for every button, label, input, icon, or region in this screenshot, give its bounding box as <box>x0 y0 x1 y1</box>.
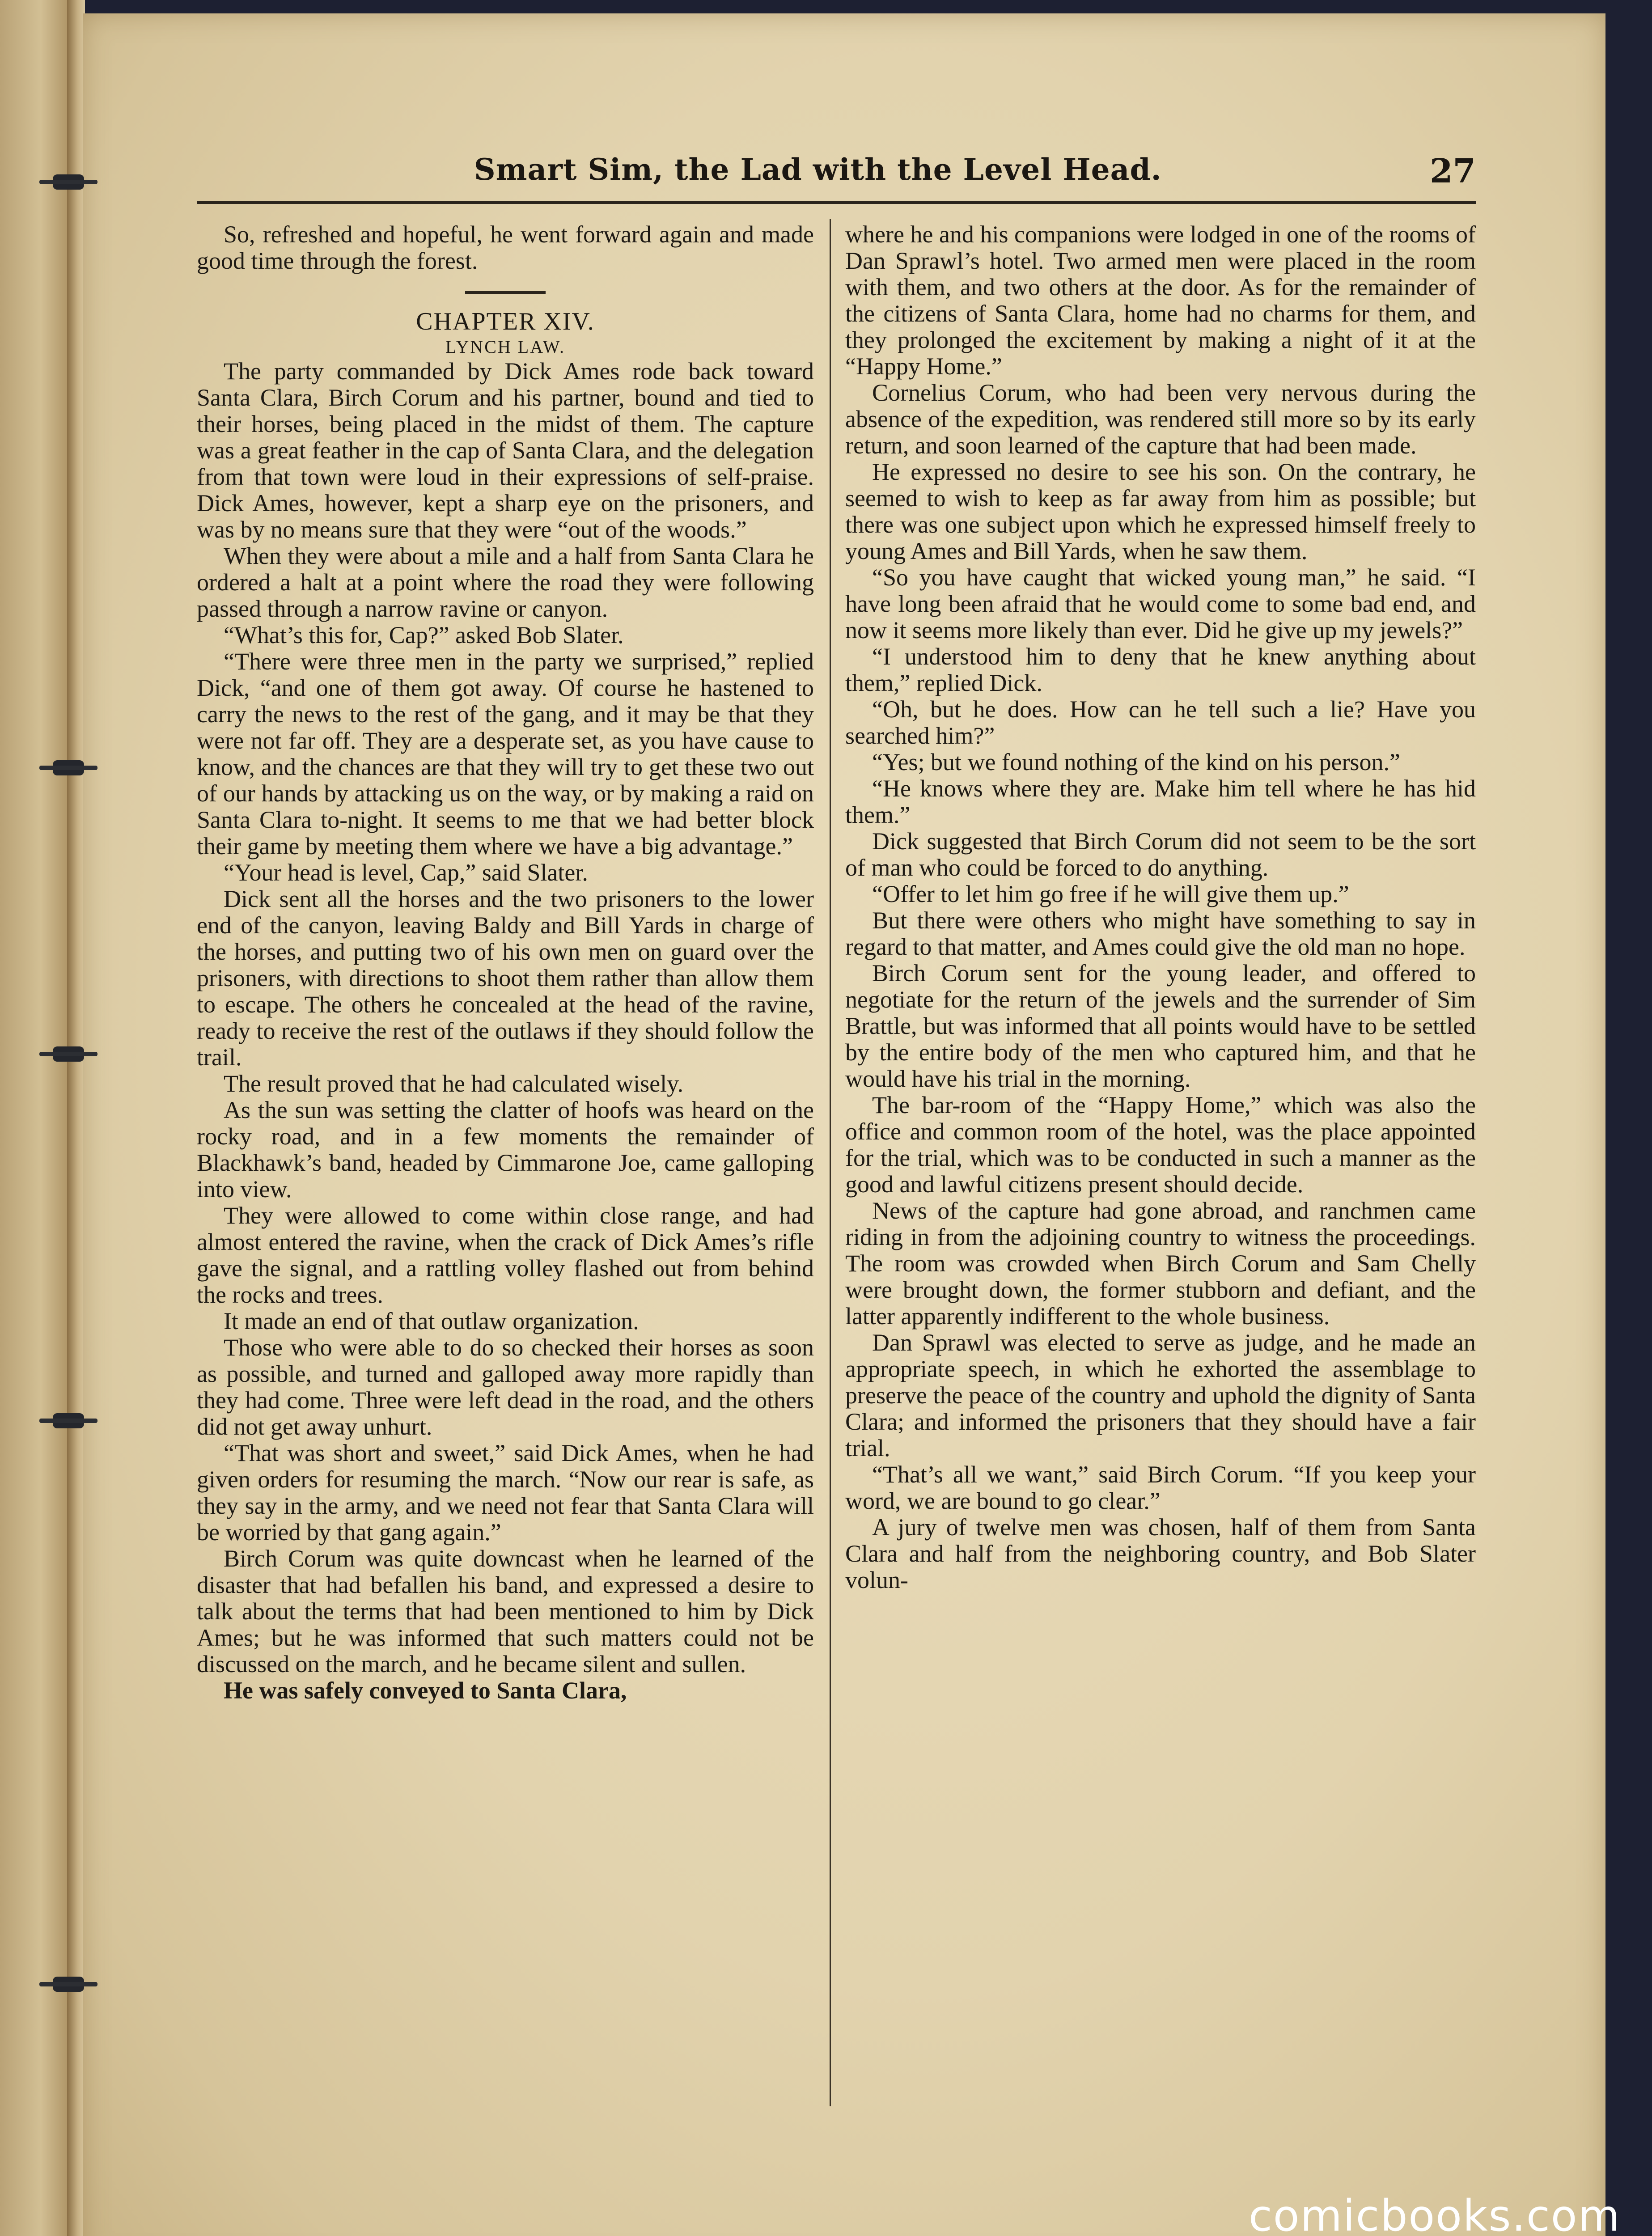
paragraph: “I understood him to deny that he knew anything about them,” replied Dick. <box>845 643 1476 696</box>
paragraph: The bar-room of the “Happy Home,” which was also the office and common room of the hotel, was the place appointed for the trial, which was to be conducted in such a manner as the good and lawful citizens present should decide. <box>845 1092 1476 1198</box>
column-divider <box>830 219 831 2106</box>
paragraph: “What’s this for, Cap?” asked Bob Slater. <box>224 622 624 648</box>
paragraph: Dick sent all the horses and the two prisoners to the lower end of the canyon, leaving Baldy and Bill Yards in charge of the horses, and putting two of his own men on guard over the prisoners, with directions to shoot them rather than allow them to escape. The others he concealed at the head of the ravine, ready to receive the rest of the outlaws if they should follow the trail. <box>197 885 814 1071</box>
paragraph: where he and his companions were lodged in one of the rooms of Dan Sprawl’s hotel. Two armed men were placed in the room with them, and two others at the door. As for the remainder of the citizens of Santa Clara, home had no charms for them, and they prolonged the excitement by making a night of it at the “Happy Home.” <box>845 221 1476 380</box>
paragraph: They were allowed to come within close range, and had almost entered the ravine, when the crack of Dick Ames’s rifle gave the signal, and a rattling volley flashed out from behind the rocks and trees. <box>197 1202 814 1308</box>
paragraph: When they were about a mile and a half from Santa Clara he ordered a halt at a point where the road they were following passed through a narrow ravine or canyon. <box>197 542 814 622</box>
paragraph: Dan Sprawl was elected to serve as judge, and he made an appropriate speech, in which he exhorted the assemblage to preserve the peace of the country and uphold the dignity of Santa Clara; and informed the prisoners that they should have a fair trial. <box>845 1329 1476 1461</box>
binding-stitch <box>53 760 84 775</box>
paragraph: “That’s all we want,” said Birch Corum. “If you keep your word, we are bound to go clear.” <box>845 1461 1476 1514</box>
paragraph: The result proved that he had calculated wisely. <box>224 1070 684 1097</box>
page-header <box>197 148 1476 201</box>
section-divider <box>465 291 546 294</box>
paragraph: “Yes; but we found nothing of the kind on his person.” <box>872 749 1400 775</box>
binding-stitch <box>53 1046 84 1062</box>
chapter-heading: CHAPTER XIV. <box>416 308 595 335</box>
left-column <box>197 221 814 2109</box>
paragraph: Dick suggested that Birch Corum did not seem to be the sort of man who could be forced to do anything. <box>845 828 1476 881</box>
paragraph: Cornelius Corum, who had been very nervous during the absence of the expedition, was rendered still more so by its early return, and soon learned of the capture that had been made. <box>845 379 1476 459</box>
paragraph: “Offer to let him go free if he will give them up.” <box>872 881 1349 907</box>
paragraph: “Oh, but he does. How can he tell such a lie? Have you searched him?” <box>845 696 1476 749</box>
paragraph: He was safely conveyed to Santa Clara, <box>224 1677 627 1704</box>
binding-gutter <box>67 0 85 2236</box>
paragraph: He expressed no desire to see his son. On the contrary, he seemed to wish to keep as far away from him as possible; but there was one subject upon which he expressed himself freely to young Ames and Bill Yards, when he saw them. <box>845 458 1476 564</box>
right-column <box>845 221 1476 2109</box>
paragraph: “Your head is level, Cap,” said Slater. <box>224 859 588 886</box>
paragraph: Birch Corum sent for the young leader, and offered to negotiate for the return of the jewels and the surrender of Sim Brattle, but was informed that all points would have to be settled by the entire body of the men who captured him, and that he would have his trial in the morning. <box>845 960 1476 1092</box>
paragraph: “He knows where they are. Make him tell where he has hid them.” <box>845 775 1476 828</box>
binding-stitch <box>53 174 84 190</box>
paragraph: “That was short and sweet,” said Dick Ames, when he had given orders for resuming the march. “Now our rear is safe, as they say in the army, and we need not fear that Santa Clara will be worried by that gang again.” <box>197 1440 814 1546</box>
previous-page-edge <box>0 0 74 2236</box>
header-rule <box>197 201 1476 204</box>
paragraph: News of the capture had gone abroad, and ranchmen came riding in from the adjoining country to witness the proceedings. The room was crowded when Birch Corum and Sam Chelly were brought down, the former stubborn and defiant, and the latter apparently indifferent to the whole business. <box>845 1197 1476 1330</box>
paragraph: As the sun was setting the clatter of hoofs was heard on the rocky road, and in a few moments the remainder of Blackhawk’s band, headed by Cimmarone Joe, came galloping into view. <box>197 1097 814 1203</box>
binding-stitch <box>53 1977 84 1992</box>
opening-paragraph: So, refreshed and hopeful, he went forward again and made good time through the forest. <box>197 221 814 274</box>
paragraph: Birch Corum was quite downcast when he learned of the disaster that had befallen his band, and expressed a desire to talk about the terms that had been mentioned to him by Dick Ames; but he was informed that such matters could not be discussed on the march, and he became silent and sullen. <box>197 1545 814 1677</box>
paragraph: “There were three men in the party we surprised,” replied Dick, “and one of them got away. Of course he hastened to carry the news to the rest of the gang, and it may be that they were not far off. They are a desperate set, as you have cause to know, and the chances are that they will try to get these two out of our hands by attacking us on the way, or by making a raid on Santa Clara to-night. It seems to me that we had better block their game by meeting them where we have a big advantage.” <box>197 648 814 860</box>
paragraph: But there were others who might have something to say in regard to that matter, and Ames could give the old man no hope. <box>845 907 1476 960</box>
binding-stitch <box>53 1413 84 1428</box>
paragraph: The party commanded by Dick Ames rode back toward Santa Clara, Birch Corum and his partner, bound and tied to their horses, being placed in the midst of them. The capture was a great feather in the cap of Santa Clara, and the delegation from that town were loud in their expressions of self-praise. Dick Ames, however, kept a sharp eye on the prisoners, and was by no means sure that they were “out of the woods.” <box>197 358 814 543</box>
paragraph: A jury of twelve men was chosen, half of them from Santa Clara and half from the neighboring country, and Bob Slater volun- <box>845 1514 1476 1593</box>
paragraph: Those who were able to do so checked their horses as soon as possible, and turned and galloped away more rapidly than they had come. Three were left dead in the road, and the others did not get away unhurt. <box>197 1334 814 1440</box>
running-title: Smart Sim, the Lad with the Level Head. <box>474 152 1162 187</box>
page-number: 27 <box>1430 152 1476 191</box>
chapter-title: LYNCH LAW. <box>445 337 565 357</box>
paragraph: “So you have caught that wicked young man,” he said. “I have long been afraid that he would come to some bad end, and now it seems more likely than ever. Did he give up my jewels?” <box>845 564 1476 644</box>
paragraph: It made an end of that outlaw organization. <box>224 1308 639 1334</box>
site-watermark: comicbooks.com <box>1248 2191 1621 2236</box>
